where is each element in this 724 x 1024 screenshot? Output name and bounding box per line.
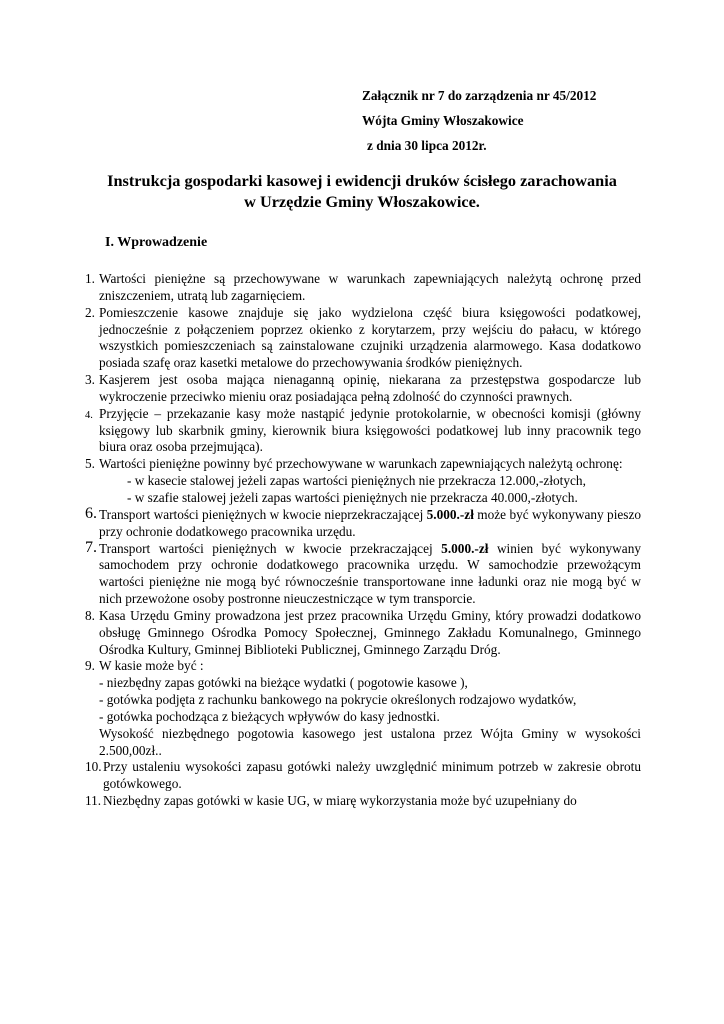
item-number: 10. — [85, 759, 102, 775]
list-item-7 — [85, 538, 641, 608]
sub-item: - gotówka podjęta z rachunku bankowego na pokrycie określonych rodzajowo wydatków, — [99, 692, 577, 708]
item-text — [99, 541, 641, 608]
item-text: Kasa Urzędu Gminy prowadzona jest przez pracownika Urzędu Gminy, który prowadzi dodatkowo obsługę Gminnego Ośrodka Pomocy Społecznej, Gminnego Zakładu Komunalnego, Gminnego Ośrodka Kultury, Gminnej Biblioteki Publicznej, Gminnego Zarządu Dróg. — [99, 607, 641, 657]
item-text: Pomieszczenie kasowe znajduje się jako wydzielona część biura księgowości podatkowej, jednocześnie z połączeniem poprzez okienko z korytarzem, przy wejściu do pałacu, w którego wszystkich pomieszczeniach są zainstalowane czujniki urządzenia alarmowego. Kasa dodatkowo posiada szafę oraz kasetki metalowe do przechowywania środków pieniężnych. — [99, 304, 641, 371]
list-item-4 — [85, 406, 641, 457]
item-note: Wysokość niezbędnego pogotowia kasowego jest ustalona przez Wójta Gminy w wysokości 2.500,00zł.. — [99, 725, 641, 758]
header-line-3: z dnia 30 lipca 2012r. — [367, 138, 487, 153]
item-number: 9. — [85, 658, 95, 674]
item-number: 11. — [85, 793, 102, 809]
item-number: 3. — [85, 372, 95, 388]
list-item-9 — [85, 658, 641, 759]
item-number: 8. — [85, 607, 95, 623]
item-text: Wartości pieniężne są przechowywane w warunkach zapewniających należytą ochronę przed zniszczeniem, utratą lub zagarnięciem. — [99, 271, 641, 303]
item-text: W kasie może być : — [99, 658, 204, 674]
list-item-2 — [85, 305, 641, 372]
item-amount: 5.000.-zł — [441, 540, 489, 556]
item-text: Wartości pieniężne powinny być przechowywane w warunkach zapewniających należytą ochronę: — [99, 456, 623, 472]
sub-item: - niezbędny zapas gotówki na bieżące wydatki ( pogotowie kasowe ), — [99, 675, 468, 691]
item-text-after: winien być wykonywany samochodem przy ochronie dodatkowego pracownika urzędu. W samochodzie przewożącym wartości pieniężne nie mogą być równocześnie transportowane inne ładunki oraz nie mogą być w nich przewożone osoby postronne nieuczestniczące w tym transporcie. — [99, 540, 641, 607]
header-line-2: Wójta Gminy Włoszakowice — [362, 113, 524, 128]
list-item-1 — [85, 271, 641, 305]
item-number: 7. — [85, 538, 97, 556]
sub-item: - gotówka pochodząca z bieżących wpływów do kasy jednostki. — [99, 708, 440, 724]
item-text-before: Transport wartości pieniężnych w kwocie przekraczającej — [99, 540, 442, 556]
title-line-2: w Urzędzie Gminy Włoszakowice. — [244, 192, 480, 211]
list-item-8 — [85, 608, 641, 659]
title-line-1: Instrukcja gospodarki kasowej i ewidencji druków ścisłego zarachowania — [107, 171, 617, 190]
item-text-before: Transport wartości pieniężnych w kwocie nieprzekraczającej — [99, 506, 427, 522]
section-heading: I. Wprowadzenie — [105, 235, 208, 250]
item-number: 1. — [85, 271, 95, 286]
item-number: 4. — [85, 409, 93, 421]
item-text-after: może być wykonywany pieszo przy ochronie dodatkowego pracownika urzędu. — [99, 506, 642, 539]
item-text: Niezbędny zapas gotówki w kasie UG, w miarę wykorzystania może być uzupełniany do — [103, 793, 577, 809]
item-text: Przy ustaleniu wysokości zapasu gotówki należy uwzględnić minimum potrzeb w zakresie obrotu gotówkowego. — [103, 759, 641, 792]
sub-item: - w kasecie stalowej jeżeli zapas wartości pieniężnych nie przekracza 12.000,-złotych, — [127, 473, 586, 489]
item-text: Kasjerem jest osoba mająca nienaganną opinię, niekarana za przestępstwa gospodarcze lub wykroczenie przeciwko mieniu oraz posiadająca pełną zdolność do czynności prawnych. — [99, 372, 641, 404]
list-item-3 — [85, 372, 641, 406]
list-item-6 — [85, 504, 642, 541]
item-amount: 5.000.-zł — [426, 506, 474, 522]
item-number: 6. — [85, 504, 97, 522]
item-number: 5. — [85, 456, 95, 472]
list-item-10 — [85, 759, 641, 793]
document-title — [80, 170, 644, 212]
item-text — [99, 507, 641, 541]
item-text: Przyjęcie – przekazanie kasy może nastąpić jedynie protokolarnie, w obecności komisji (główny księgowy lub skarbnik gminy, kierownik biura księgowości podatkowej lub inny pracownik tego biura oraz osoba przejmująca). — [99, 405, 641, 455]
list-item-5 — [85, 456, 641, 507]
list-item-11 — [85, 793, 641, 810]
numbered-list — [85, 271, 641, 810]
sub-item: - w szafie stalowej jeżeli zapas wartości pieniężnych nie przekracza 40.000,-złotych. — [127, 489, 578, 505]
item-number: 2. — [85, 304, 95, 320]
header-line-1: Załącznik nr 7 do zarządzenia nr 45/2012 — [362, 88, 597, 103]
